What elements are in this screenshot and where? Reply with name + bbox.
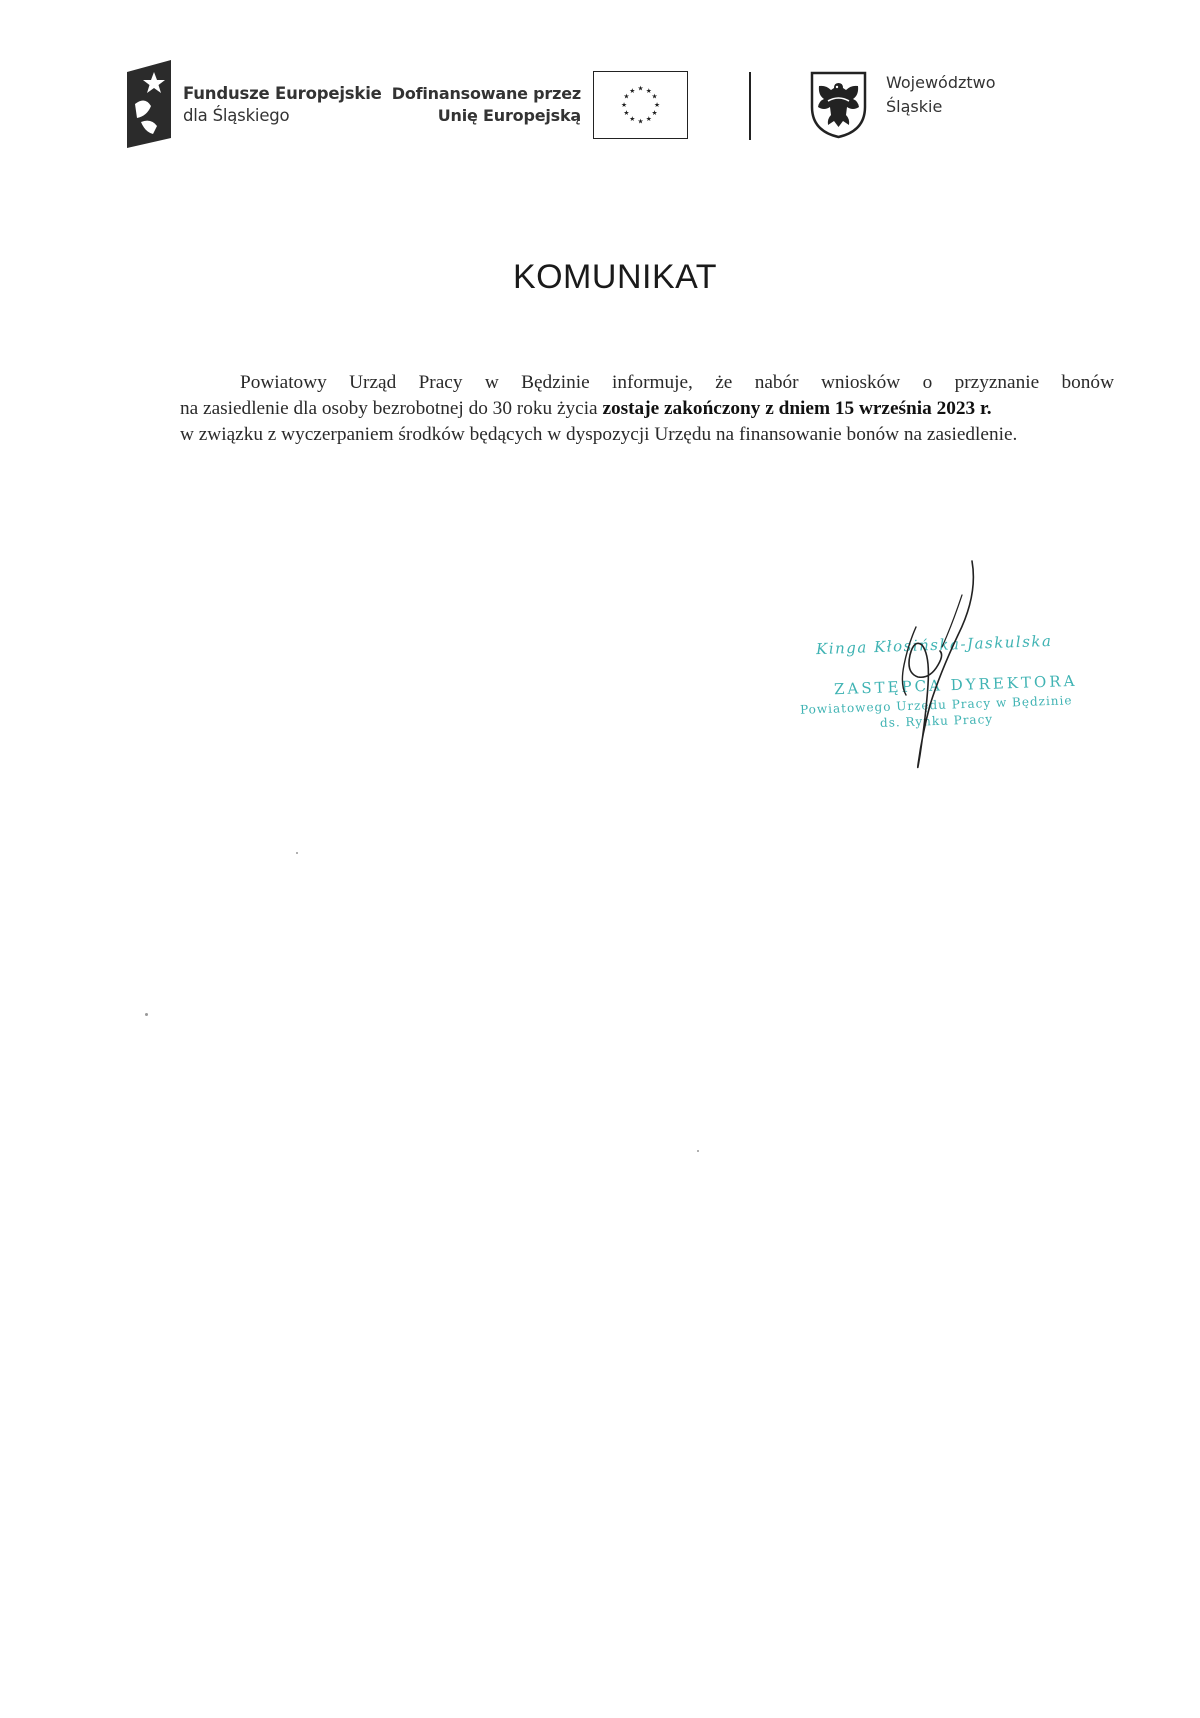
wojewodztwo-slaskie-label: Województwo Śląskie <box>886 73 996 116</box>
svg-text:★: ★ <box>637 117 644 126</box>
svg-text:★: ★ <box>623 92 630 101</box>
stamp-office: Powiatowego Urzędu Pracy w Będzinie <box>799 693 1073 717</box>
svg-text:★: ★ <box>629 115 636 124</box>
header-divider <box>749 72 751 140</box>
handwritten-signature <box>870 555 980 775</box>
fundusze-europejskie-logo-icon <box>127 60 171 148</box>
svg-text:★: ★ <box>620 100 628 109</box>
scan-speck <box>697 1150 699 1152</box>
svg-text:★: ★ <box>629 86 636 95</box>
svg-text:★: ★ <box>623 109 630 118</box>
announcement-paragraph <box>180 370 1114 448</box>
stamp-name: Kinga Kłosińska-Jaskulska <box>815 631 1053 659</box>
paragraph-line-3: w związku z wyczerpaniem środków będących w dyspozycji Urzędu na finansowanie bonów na zasiedlenie. <box>180 424 1018 445</box>
eu-cofinanced-label: Dofinansowane przez Unię Europejską <box>391 84 581 125</box>
scan-speck <box>145 1013 148 1016</box>
document-title: KOMUNIKAT <box>512 258 718 296</box>
stamp-role: ZASTĘPCA DYREKTORA <box>833 671 1078 699</box>
svg-text:★: ★ <box>637 84 644 93</box>
fundusze-europejskie-label: Fundusze Europejskie dla Śląskiego <box>183 84 382 125</box>
silesian-eagle-crest-icon <box>810 71 867 139</box>
stamp-dept: ds. Rynku Pracy <box>879 712 994 730</box>
svg-text:★: ★ <box>653 100 661 109</box>
eu-flag-icon <box>593 71 688 139</box>
svg-text:★: ★ <box>651 109 658 118</box>
svg-text:★: ★ <box>645 115 652 124</box>
svg-text:★: ★ <box>651 92 658 101</box>
svg-text:★: ★ <box>645 86 652 95</box>
paragraph-line-2: na zasiedlenie dla osoby bezrobotnej do 30 roku życia zostaje zakończony z dniem 15 września 2023 r. <box>180 398 992 419</box>
scan-speck <box>296 852 298 854</box>
end-date-highlight: zostaje zakończony z dniem 15 września 2023 r. <box>602 398 992 419</box>
paragraph-line-1: Powiatowy Urząd Pracy w Będzinie informuje, że nabór wniosków o przyznanie bonów <box>240 372 1114 393</box>
